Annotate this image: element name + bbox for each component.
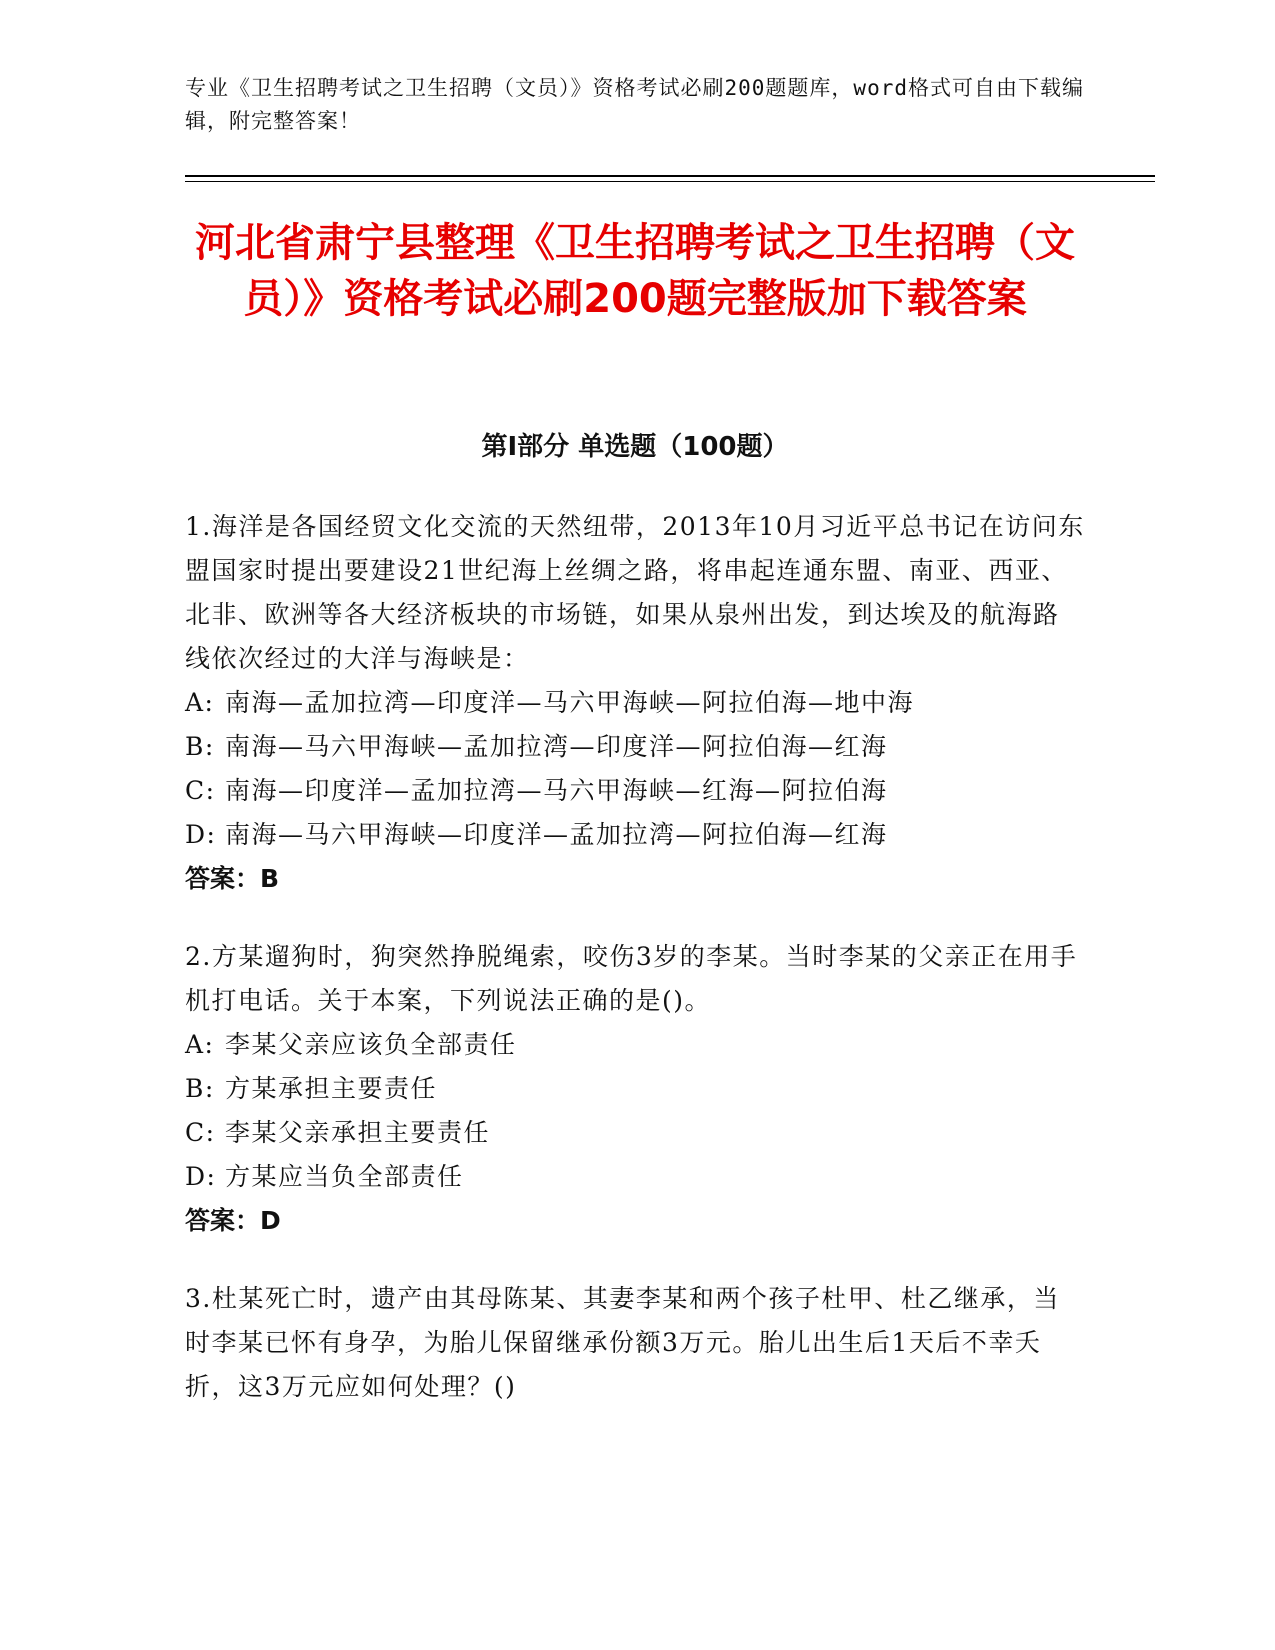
question-text: 2.方某遛狗时，狗突然挣脱绳索，咬伤3岁的李某。当时李某的父亲正在用手机打电话。关于本案，下列说法正确的是()。 bbox=[185, 942, 1078, 1015]
document-title: 河北省肃宁县整理《卫生招聘考试之卫生招聘（文员）》资格考试必刷200题完整版加下载答案 bbox=[195, 220, 1075, 322]
option-text: 方某承担主要责任 bbox=[225, 1074, 438, 1103]
option-item bbox=[185, 1067, 1085, 1111]
option-letter: A: bbox=[185, 688, 215, 717]
option-letter: A: bbox=[185, 1030, 215, 1059]
option-text: 李某父亲承担主要责任 bbox=[225, 1118, 491, 1147]
option-item bbox=[185, 1111, 1085, 1155]
option-text: 南海—印度洋—孟加拉湾—马六甲海峡—红海—阿拉伯海 bbox=[225, 776, 888, 805]
question-text: 3.杜某死亡时，遗产由其母陈某、其妻李某和两个孩子杜甲、杜乙继承，当时李某已怀有身孕，为胎儿保留继承份额3万元。胎儿出生后1天后不幸夭折，这3万元应如何处理？() bbox=[185, 1284, 1060, 1401]
option-letter: C: bbox=[185, 1118, 216, 1147]
option-text: 南海—马六甲海峡—孟加拉湾—印度洋—阿拉伯海—红海 bbox=[225, 732, 888, 761]
answer-text: 答案：D bbox=[185, 1206, 281, 1235]
option-letter: B: bbox=[185, 1074, 215, 1103]
option-letter: D: bbox=[185, 1162, 217, 1191]
question-list bbox=[185, 505, 1085, 1443]
question-item bbox=[185, 935, 1085, 1243]
option-text: 南海—孟加拉湾—印度洋—马六甲海峡—阿拉伯海—地中海 bbox=[225, 688, 915, 717]
section-heading: 第Ⅰ部分 单选题（100题） bbox=[481, 432, 789, 462]
option-text: 南海—马六甲海峡—印度洋—孟加拉湾—阿拉伯海—红海 bbox=[225, 820, 888, 849]
question-text: 1.海洋是各国经贸文化交流的天然纽带，2013年10月习近平总书记在访问东盟国家时提出要建设21世纪海上丝绸之路，将串起连通东盟、南亚、西亚、北非、欧洲等各大经济板块的市场链，如果从泉州出发，到达埃及的航海路线依次经过的大洋与海峡是： bbox=[185, 512, 1085, 673]
option-letter: C: bbox=[185, 776, 216, 805]
answer-text: 答案：B bbox=[185, 864, 280, 893]
option-item bbox=[185, 681, 1085, 725]
header-note: 专业《卫生招聘考试之卫生招聘（文员）》资格考试必刷200题题库，word格式可自由下载编辑，附完整答案！ bbox=[185, 76, 1084, 133]
option-item bbox=[185, 725, 1085, 769]
option-text: 李某父亲应该负全部责任 bbox=[225, 1030, 517, 1059]
option-item bbox=[185, 813, 1085, 857]
option-letter: D: bbox=[185, 820, 217, 849]
option-letter: B: bbox=[185, 732, 215, 761]
option-item bbox=[185, 1155, 1085, 1199]
option-text: 方某应当负全部责任 bbox=[225, 1162, 464, 1191]
option-list bbox=[185, 681, 1085, 857]
option-item bbox=[185, 769, 1085, 813]
header-divider bbox=[185, 175, 1155, 177]
question-item bbox=[185, 1277, 1085, 1409]
header-divider-thin bbox=[185, 181, 1155, 182]
question-item bbox=[185, 505, 1085, 901]
option-list bbox=[185, 1023, 1085, 1199]
option-item bbox=[185, 1023, 1085, 1067]
